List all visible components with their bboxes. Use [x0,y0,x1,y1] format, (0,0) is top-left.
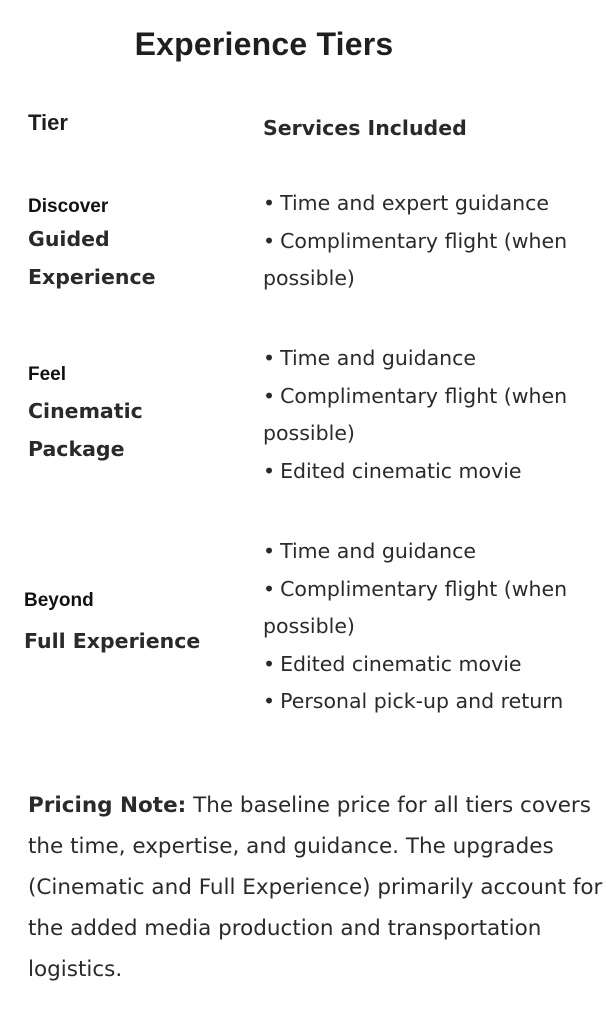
column-header-tier: Tier [28,110,68,135]
service-item-continuation: possible) [263,421,355,445]
tier-key: Beyond [24,590,94,611]
service-item: • Personal pick-up and return [263,683,611,721]
service-item: • Edited cinematic movie [263,453,611,491]
tier-feel [28,364,268,468]
tier-key: Discover [28,196,109,217]
service-item: • Complimentary flight (when [263,571,611,609]
pricing-note-label: Pricing Note: [28,793,187,818]
service-item-continuation: possible) [263,614,355,638]
tier-beyond [24,590,264,660]
column-header-services: Services Included [263,116,467,140]
service-item: • Edited cinematic movie [263,646,611,684]
service-item: • Time and guidance [263,533,611,571]
tier-name-line: Full Experience [24,629,201,653]
service-item: • Complimentary flight (when [263,378,611,416]
tier-discover [28,196,268,296]
tier-name-line: Guided [28,227,110,251]
pricing-note [28,785,608,990]
services-list-discover [263,185,611,298]
tier-name-line: Experience [28,265,156,289]
tier-name-line: Cinematic [28,399,143,423]
service-item-continuation: possible) [263,266,355,290]
pricing-note-text: The baseline price for all tiers covers the time, expertise, and guidance. The upgrades (Cinematic and Full Experience) primarily account for the added media production and transportation logistics. [28,793,603,982]
service-item: • Time and guidance [263,340,611,378]
tier-key: Feel [28,364,67,385]
services-list-beyond [263,533,611,721]
page-title: Experience Tiers [134,26,394,62]
services-list-feel [263,340,611,490]
tier-name-line: Package [28,437,125,461]
service-item: • Complimentary flight (when [263,223,611,261]
service-item: • Time and expert guidance [263,185,611,223]
